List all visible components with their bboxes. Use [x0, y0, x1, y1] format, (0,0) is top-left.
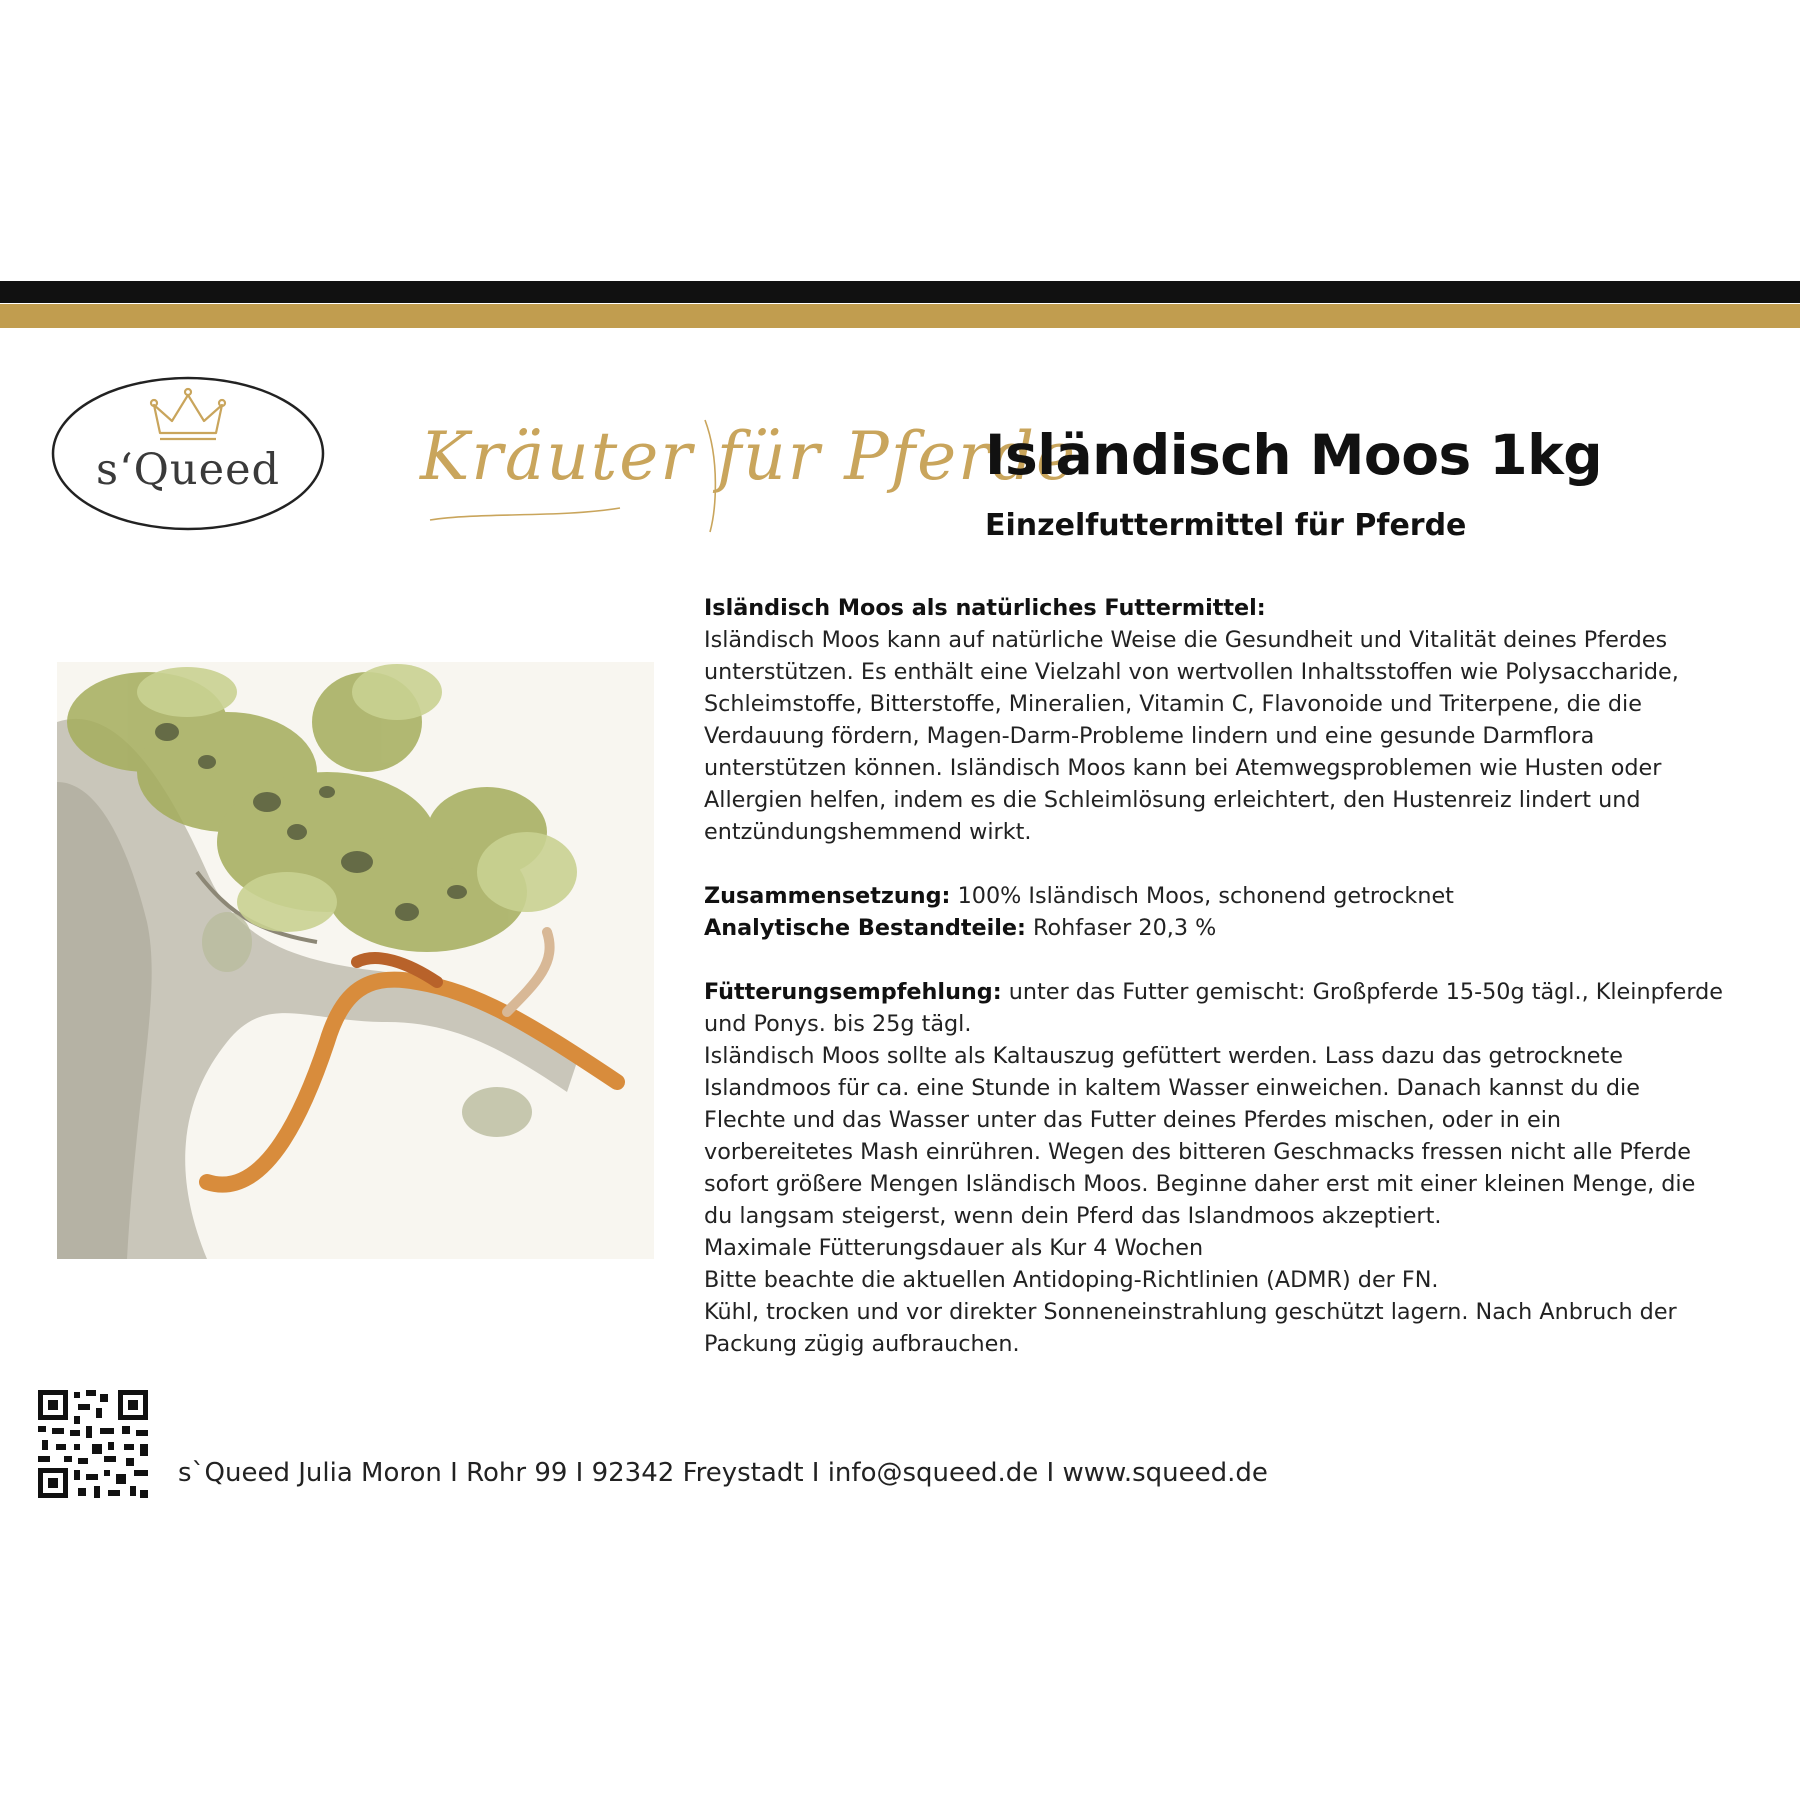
analysis-value: Rohfaser 20,3 % [1025, 915, 1217, 941]
qr-code-icon[interactable] [38, 1390, 148, 1498]
description-heading: Isländisch Moos als natürliches Futtermittel: [704, 595, 1266, 621]
composition-row [704, 880, 1744, 912]
description-line: Allergien helfen, indem es die Schleimlösung erleichtert, den Hustenreiz lindert und [704, 787, 1641, 813]
analysis-label: Analytische Bestandteile: [704, 915, 1026, 941]
feeding-line: Packung zügig aufbrauchen. [704, 1331, 1020, 1357]
description-line: entzündungshemmend wirkt. [704, 819, 1032, 845]
footer-contact: s`Queed Julia Moron I Rohr 99 I 92342 Freystadt I info@squeed.de I www.squeed.de [178, 1458, 1268, 1488]
feeding-line: Kühl, trocken und vor direkter Sonneneinstrahlung geschützt lagern. Nach Anbruch der [704, 1299, 1677, 1325]
header-band-gold [0, 304, 1800, 328]
description-line: Isländisch Moos kann auf natürliche Weise die Gesundheit und Vitalität deines Pferdes [704, 627, 1668, 653]
composition-value: 100% Isländisch Moos, schonend getrocknet [950, 883, 1454, 909]
feeding-line: Flechte und das Wasser unter das Futter deines Pferdes mischen, oder in ein [704, 1107, 1562, 1133]
description-line: Verdauung fördern, Magen-Darm-Probleme lindern und eine gesunde Darmflora [704, 723, 1595, 749]
description-line: unterstützen können. Isländisch Moos kann bei Atemwegsproblemen wie Husten oder [704, 755, 1662, 781]
product-title: Isländisch Moos 1kg [985, 423, 1603, 487]
spacer [704, 848, 1744, 880]
analysis-row [704, 912, 1744, 944]
product-description [704, 592, 1744, 1360]
description-line: Schleimstoffe, Bitterstoffe, Mineralien, Vitamin C, Flavonoide und Triterpene, die die [704, 691, 1642, 717]
brand-logo-text: s‘Queed [95, 445, 281, 495]
feeding-line: Isländisch Moos sollte als Kaltauszug gefüttert werden. Lass dazu das getrocknete [704, 1043, 1623, 1069]
feeding-line: du langsam steigerst, wenn dein Pferd das Islandmoos akzeptiert. [704, 1203, 1442, 1229]
feeding-label: Fütterungsempfehlung: [704, 979, 1002, 1005]
brand-tagline: Kräuter für Pferde [420, 418, 1078, 495]
composition-label: Zusammensetzung: [704, 883, 951, 909]
header-band-black [0, 281, 1800, 303]
feeding-line: sofort größere Mengen Isländisch Moos. Beginne daher erst mit einer kleinen Menge, die [704, 1171, 1696, 1197]
product-subtitle: Einzelfuttermittel für Pferde [985, 508, 1467, 543]
feeding-first-line: unter das Futter gemischt: Großpferde 15-50g tägl., Kleinpferde [1001, 979, 1723, 1005]
feeding-line: Islandmoos für ca. eine Stunde in kaltem Wasser einweichen. Danach kannst du die [704, 1075, 1640, 1101]
spacer [704, 944, 1744, 976]
moss-illustration [57, 662, 654, 1259]
feeding-row [704, 976, 1744, 1008]
description-line: unterstützen. Es enthält eine Vielzahl von wertvollen Inhaltsstoffen wie Polysaccharide, [704, 659, 1679, 685]
crown-icon [151, 389, 225, 439]
feeding-line: vorbereitetes Mash einrühren. Wegen des bitteren Geschmacks fressen nicht alle Pferde [704, 1139, 1692, 1165]
feeding-line: Maximale Fütterungsdauer als Kur 4 Wochen [704, 1235, 1204, 1261]
feeding-line: und Ponys. bis 25g tägl. [704, 1011, 972, 1037]
feeding-line: Bitte beachte die aktuellen Antidoping-Richtlinien (ADMR) der FN. [704, 1267, 1439, 1293]
